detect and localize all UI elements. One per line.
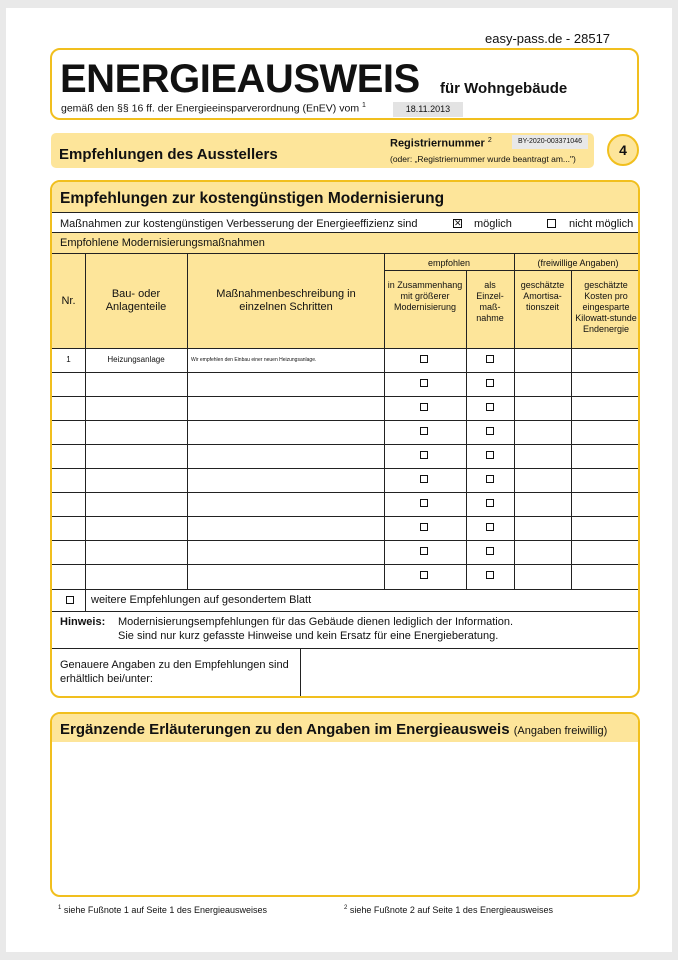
registration-note: (oder: „Registriernummer wurde beantragt am...") (390, 154, 576, 164)
hint-label: Hinweis: (60, 616, 106, 628)
divider (384, 270, 638, 271)
row-divider (52, 444, 638, 445)
checkbox-in-context[interactable] (420, 499, 428, 507)
checkbox-individual[interactable] (486, 523, 494, 531)
row-divider (52, 516, 638, 517)
option-possible-label: möglich (474, 218, 512, 230)
footnote-2-text: siehe Fußnote 2 auf Seite 1 des Energieausweises (349, 905, 553, 915)
supplement-title-note: (Angaben freiwillig) (513, 725, 608, 737)
row-divider (52, 420, 638, 421)
row-divider (52, 492, 638, 493)
checkbox-individual[interactable] (486, 475, 494, 483)
option-not-possible-label: nicht möglich (569, 218, 634, 230)
divider (52, 348, 638, 349)
checkbox-individual[interactable] (486, 403, 494, 411)
checkbox-in-context[interactable] (420, 379, 428, 387)
checkbox-further-recommendations[interactable] (66, 596, 74, 604)
recommendations-box (50, 180, 640, 698)
checkbox-individual[interactable] (486, 379, 494, 387)
col-header-in-context: in Zusammenhang mit größerer Modernisierung (387, 280, 463, 312)
registration-label (390, 137, 492, 150)
row-divider (52, 589, 638, 590)
checkbox-individual[interactable] (486, 427, 494, 435)
checkbox-in-context[interactable] (420, 571, 428, 579)
col-header-component: Bau- oder Anlagenteile (105, 288, 167, 313)
row-divider (52, 396, 638, 397)
column-divider (571, 270, 572, 590)
col-header-costs: geschätzte Kosten pro eingesparte Kilowatt-stunde Endenergie (575, 280, 637, 334)
col-group-recommended: empfohlen (427, 258, 471, 268)
source-label: easy-pass.de - 28517 (485, 31, 611, 46)
hint-line-2: Sie sind nur kurz gefasste Hinweise und kein Ersatz für eine Energieberatung. (118, 630, 499, 642)
row-divider (52, 468, 638, 469)
law-date-field: 18.11.2013 (393, 102, 463, 117)
row-description: Wir empfehlen den Einbau einer neuen Heizungsanlage. (191, 357, 317, 363)
checkbox-not-possible[interactable] (547, 219, 556, 228)
checkbox-possible[interactable]: ✕ (454, 218, 462, 228)
column-divider (466, 270, 467, 590)
column-divider (300, 648, 301, 698)
divider (52, 611, 638, 612)
registration-footnote-mark: 2 (487, 137, 492, 144)
checkbox-in-context[interactable] (420, 475, 428, 483)
checkbox-individual[interactable] (486, 451, 494, 459)
supplement-title (60, 721, 607, 738)
row-divider (52, 540, 638, 541)
checkbox-in-context[interactable] (420, 355, 428, 363)
supplement-box (50, 712, 640, 897)
document-subtitle: für Wohngebäude (440, 80, 568, 97)
footnote-1 (58, 905, 267, 915)
column-divider (85, 589, 86, 611)
checkbox-in-context[interactable] (420, 523, 428, 531)
row-component: Heizungsanlage (107, 355, 165, 364)
law-footnote-mark: 1 (361, 102, 366, 109)
page-number-badge: 4 (607, 134, 639, 166)
row-divider (52, 564, 638, 565)
col-header-description: Maßnahmenbeschreibung in einzelnen Schritten (216, 288, 356, 313)
footnote-2-mark: 2 (344, 905, 348, 911)
registration-number-field: BY-2020-003371046 (512, 135, 588, 149)
checkbox-individual[interactable] (486, 499, 494, 507)
law-text: gemäß den §§ 16 ff. der Energieeinsparverordnung (EnEV) vom (61, 102, 360, 115)
details-line-2: erhältlich bei/unter: (60, 673, 153, 685)
divider (52, 648, 638, 649)
col-group-voluntary: (freiwillige Angaben) (537, 258, 619, 268)
divider (52, 212, 638, 213)
measures-text: Maßnahmen zur kostengünstigen Verbesserung der Energieeffizienz sind (60, 218, 418, 230)
row-nr: 1 (66, 355, 71, 364)
row-divider (52, 372, 638, 373)
checkbox-in-context[interactable] (420, 427, 428, 435)
col-header-amortisation: geschätzte Amortisa-tionszeit (520, 280, 565, 312)
registration-label-text: Registriernummer (390, 137, 485, 150)
checkbox-individual[interactable] (486, 571, 494, 579)
col-header-individual: als Einzel-maß-nahme (476, 280, 504, 323)
footnote-1-text: siehe Fußnote 1 auf Seite 1 des Energieausweises (63, 905, 267, 915)
checkbox-individual[interactable] (486, 547, 494, 555)
footnote-1-mark: 1 (58, 905, 62, 911)
col-header-nr: Nr. (61, 295, 76, 307)
details-line-1: Genauere Angaben zu den Empfehlungen sind (60, 659, 289, 671)
document-title: ENERGIEAUSWEIS (60, 57, 420, 101)
supplement-title-text: Ergänzende Erläuterungen zu den Angaben im Energieausweis (60, 721, 510, 738)
footnote-2 (344, 905, 553, 915)
checkbox-in-context[interactable] (420, 547, 428, 555)
recommendations-title: Empfehlungen zur kostengünstigen Modernisierung (60, 190, 445, 207)
further-recommendations-label: weitere Empfehlungen auf gesondertem Blatt (91, 594, 312, 606)
recommended-measures-label: Empfohlene Modernisierungsmaßnahmen (60, 237, 265, 249)
section-title: Empfehlungen des Ausstellers (59, 146, 278, 163)
checkbox-individual[interactable] (486, 355, 494, 363)
hint-line-1: Modernisierungsempfehlungen für das Gebäude dienen lediglich der Information. (118, 616, 514, 628)
checkbox-in-context[interactable] (420, 451, 428, 459)
law-reference (61, 102, 366, 115)
checkbox-in-context[interactable] (420, 403, 428, 411)
